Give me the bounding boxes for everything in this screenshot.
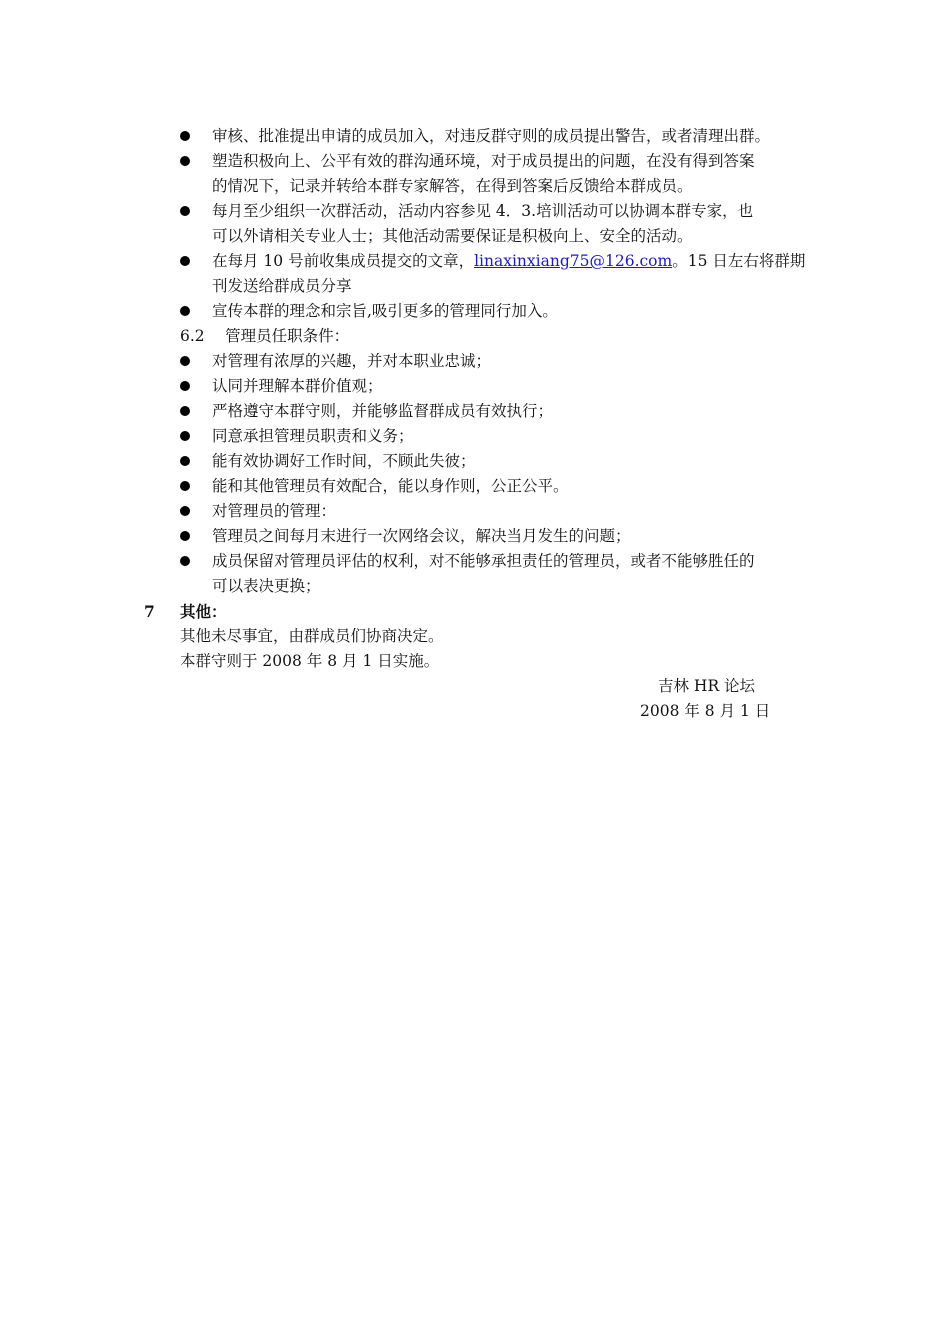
list-item-text: 成员保留对管理员评估的权利，对不能够承担责任的管理员，或者不能够胜任的 可以表决更换； xyxy=(212,552,755,595)
bullet-icon xyxy=(180,556,190,566)
bullet-icon xyxy=(180,356,190,366)
email-link[interactable]: linaxinxiang75@126.com xyxy=(474,252,673,270)
list-item-text: 认同并理解本群价值观； xyxy=(212,377,383,395)
bullet-icon xyxy=(180,156,190,166)
list-item-text: 对管理有浓厚的兴趣，并对本职业忠诚； xyxy=(212,352,492,370)
bullet-icon xyxy=(180,306,190,316)
list-item-text: 严格遵守本群守则，并能够监督群成员有效执行； xyxy=(212,402,554,420)
section-number: 7 xyxy=(144,602,155,621)
bullet-icon xyxy=(180,131,190,141)
signature-org: 吉林 HR 论坛 xyxy=(658,677,756,695)
bullet-icon xyxy=(180,506,190,516)
list-item-text: 每月至少组织一次群活动，活动内容参见 4．3.培训活动可以协调本群专家，也 可以外请相关专业人士；其他活动需要保证是积极向上、安全的活动。 xyxy=(212,202,754,245)
list-item-text: 在每月 10 号前收集成员提交的文章，linaxinxiang75@126.com。15 日左右将群期 刊发送给群成员分享 xyxy=(212,252,806,295)
list-item-text: 审核、批准提出申请的成员加入，对违反群守则的成员提出警告，或者清理出群。 xyxy=(212,127,771,145)
list-item-text: 塑造积极向上、公平有效的群沟通环境，对于成员提出的问题，在没有得到答案 的情况下，记录并转给本群专家解答，在得到答案后反馈给本群成员。 xyxy=(212,152,755,195)
list-item-text: 对管理员的管理： xyxy=(212,502,337,520)
bullet-icon xyxy=(180,406,190,416)
section-heading-6-2: 6.2 管理员任职条件： xyxy=(180,327,350,345)
bullet-icon xyxy=(180,256,190,266)
paragraph: 本群守则于 2008 年 8 月 1 日实施。 xyxy=(180,652,440,670)
bullet-icon xyxy=(180,531,190,541)
list-item-text: 能有效协调好工作时间，不顾此失彼； xyxy=(212,452,476,470)
list-item-text: 宣传本群的理念和宗旨,吸引更多的管理同行加入。 xyxy=(212,302,558,320)
bullet-icon xyxy=(180,456,190,466)
bullet-icon xyxy=(180,431,190,441)
bullet-icon xyxy=(180,206,190,216)
paragraph: 其他未尽事宜，由群成员们协商决定。 xyxy=(180,627,444,645)
bullet-icon xyxy=(180,481,190,491)
list-item-text: 能和其他管理员有效配合，能以身作则，公正公平。 xyxy=(212,477,569,495)
list-item-text: 管理员之间每月末进行一次网络会议，解决当月发生的问题； xyxy=(212,527,631,545)
list-item-text: 同意承担管理员职责和义务； xyxy=(212,427,414,445)
signature-date: 2008 年 8 月 1 日 xyxy=(640,702,771,720)
bullet-icon xyxy=(180,381,190,391)
section-title: 其他： xyxy=(180,602,227,621)
